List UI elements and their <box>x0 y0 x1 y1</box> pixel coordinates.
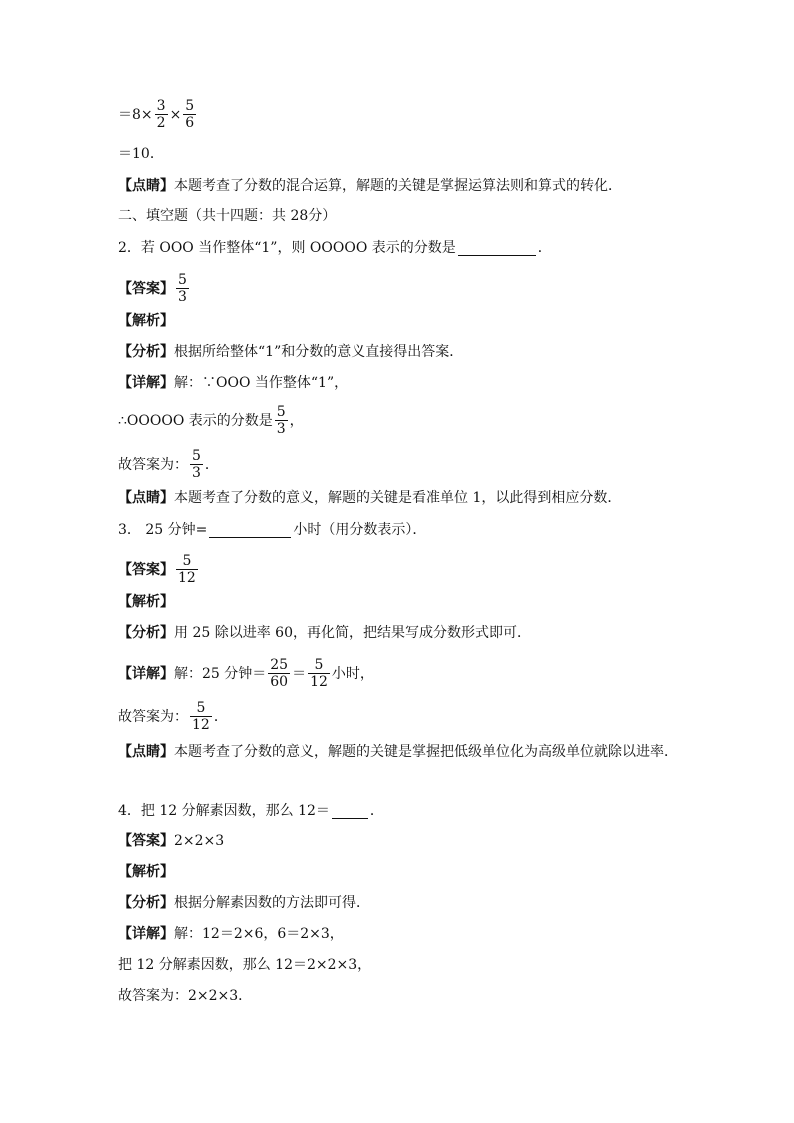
answer-text: 2×2×3 <box>174 833 225 849</box>
question-3-answer <box>118 553 684 586</box>
question-3-detail <box>118 657 684 690</box>
fenxi-tag: 【分析】 <box>118 625 174 641</box>
numerator: 3 <box>156 98 166 114</box>
denominator: 12 <box>310 674 328 690</box>
prev-comment <box>118 176 684 196</box>
section-title <box>118 206 684 226</box>
fenxi-tag: 【分析】 <box>118 344 174 360</box>
fraction <box>155 98 168 131</box>
denominator: 2 <box>156 115 166 131</box>
answer-blank <box>458 241 536 256</box>
comment-text: 本题考查了分数的混合运算，解题的关键是掌握运算法则和算式的转化． <box>174 178 622 194</box>
detail-tag: 【详解】 <box>118 375 174 391</box>
text: 故答案为：2×2×3． <box>118 988 253 1004</box>
question-3-comment <box>118 736 684 768</box>
text: ＝ <box>292 665 307 682</box>
text: 4．把 12 分解素因数，那么 12＝ <box>118 803 330 819</box>
fenxi-text: 根据所给整体“1”和分数的意义直接得出答案． <box>174 344 464 360</box>
denominator: 3 <box>276 421 286 437</box>
detail-tag: 【详解】 <box>118 926 174 942</box>
answer-tag: 【答案】 <box>118 280 174 297</box>
text: 3． 25 分钟= <box>118 522 208 538</box>
analysis-tag: 【解析】 <box>118 313 174 329</box>
question-3-fenxi <box>118 623 684 643</box>
question-2-final <box>118 448 684 481</box>
numerator: 5 <box>314 657 324 673</box>
fraction <box>190 448 203 481</box>
answer-tag: 【答案】 <box>118 833 174 849</box>
text: 小时（用分数表示）． <box>293 522 427 538</box>
question-4-analysis <box>118 862 684 882</box>
question-2-answer <box>118 272 684 305</box>
comment-text: 本题考查了分数的意义，解题的关键是掌握把低级单位化为高级单位就除以进率． <box>174 744 678 760</box>
question-3-stem <box>118 520 684 540</box>
denominator: 6 <box>185 115 195 131</box>
detail-tag: 【详解】 <box>118 665 174 682</box>
numerator: 5 <box>185 98 195 114</box>
question-2-fenxi <box>118 342 684 362</box>
fraction <box>176 272 189 305</box>
answer-tag: 【答案】 <box>118 561 174 578</box>
text: ． <box>369 803 384 819</box>
fraction <box>190 700 212 733</box>
text: ＝8× <box>118 106 153 123</box>
analysis-tag: 【解析】 <box>118 594 174 610</box>
prev-solution-result <box>118 144 684 164</box>
section-title-text: 二、填空题（共十四题：共 28分） <box>118 208 337 224</box>
comment-tag: 【点睛】 <box>118 490 174 506</box>
question-4-detail <box>118 924 684 944</box>
answer-blank <box>332 804 368 819</box>
fraction <box>176 553 198 586</box>
analysis-tag: 【解析】 <box>118 864 174 880</box>
question-4-fenxi <box>118 893 684 913</box>
question-4-stem <box>118 801 684 821</box>
numerator: 5 <box>276 404 286 420</box>
question-3-final <box>118 700 684 733</box>
text: 把 12 分解素因数，那么 12＝2×2×3， <box>118 957 372 973</box>
fraction <box>308 657 330 690</box>
text: 2．若 OOO 当作整体“1”，则 OOOOO 表示的分数是 <box>118 240 456 256</box>
fraction <box>183 98 196 131</box>
text: 小时， <box>331 665 374 682</box>
text: ． <box>537 240 552 256</box>
numerator: 5 <box>192 448 201 464</box>
question-4-final <box>118 986 684 1006</box>
denominator: 3 <box>192 465 201 481</box>
fenxi-text: 用 25 除以进率 60，再化简，把结果写成分数形式即可． <box>174 625 531 641</box>
text: 故答案为： <box>118 708 188 725</box>
comment-text: 本题考查了分数的意义，解题的关键是看准单位 1，以此得到相应分数． <box>174 490 622 506</box>
numerator: 5 <box>182 553 192 569</box>
text: ． <box>204 456 219 473</box>
fraction <box>268 657 290 690</box>
denominator: 3 <box>178 289 187 305</box>
text: ． <box>213 708 228 725</box>
text: 故答案为： <box>118 456 188 473</box>
text: ∴OOOOO 表示的分数是 <box>118 412 273 429</box>
answer-blank <box>209 523 291 538</box>
numerator: 5 <box>178 272 187 288</box>
fenxi-tag: 【分析】 <box>118 895 174 911</box>
text: ＝10． <box>118 146 164 162</box>
detail-text: 解：∵OOO 当作整体“1”， <box>174 375 349 391</box>
question-2-stem <box>118 238 684 258</box>
denominator: 60 <box>270 674 289 690</box>
comment-tag: 【点睛】 <box>118 744 174 760</box>
question-4-line2 <box>118 955 684 975</box>
numerator: 5 <box>196 700 206 716</box>
detail-text: 解：12＝2×6，6＝2×3， <box>174 926 344 942</box>
denominator: 12 <box>178 570 196 586</box>
text: 解：25 分钟＝ <box>174 665 267 682</box>
question-4-answer <box>118 831 684 851</box>
text: ， <box>289 412 304 429</box>
denominator: 12 <box>192 717 210 733</box>
text: × <box>169 106 182 123</box>
question-2-therefore <box>118 404 684 437</box>
question-2-comment <box>118 488 684 508</box>
prev-solution-step <box>118 98 684 131</box>
comment-tag: 【点睛】 <box>118 178 174 194</box>
question-3-analysis <box>118 592 684 612</box>
question-2-analysis <box>118 311 684 331</box>
question-2-detail <box>118 373 684 393</box>
numerator: 25 <box>270 657 289 673</box>
fenxi-text: 根据分解素因数的方法即可得． <box>174 895 370 911</box>
fraction <box>275 404 288 437</box>
